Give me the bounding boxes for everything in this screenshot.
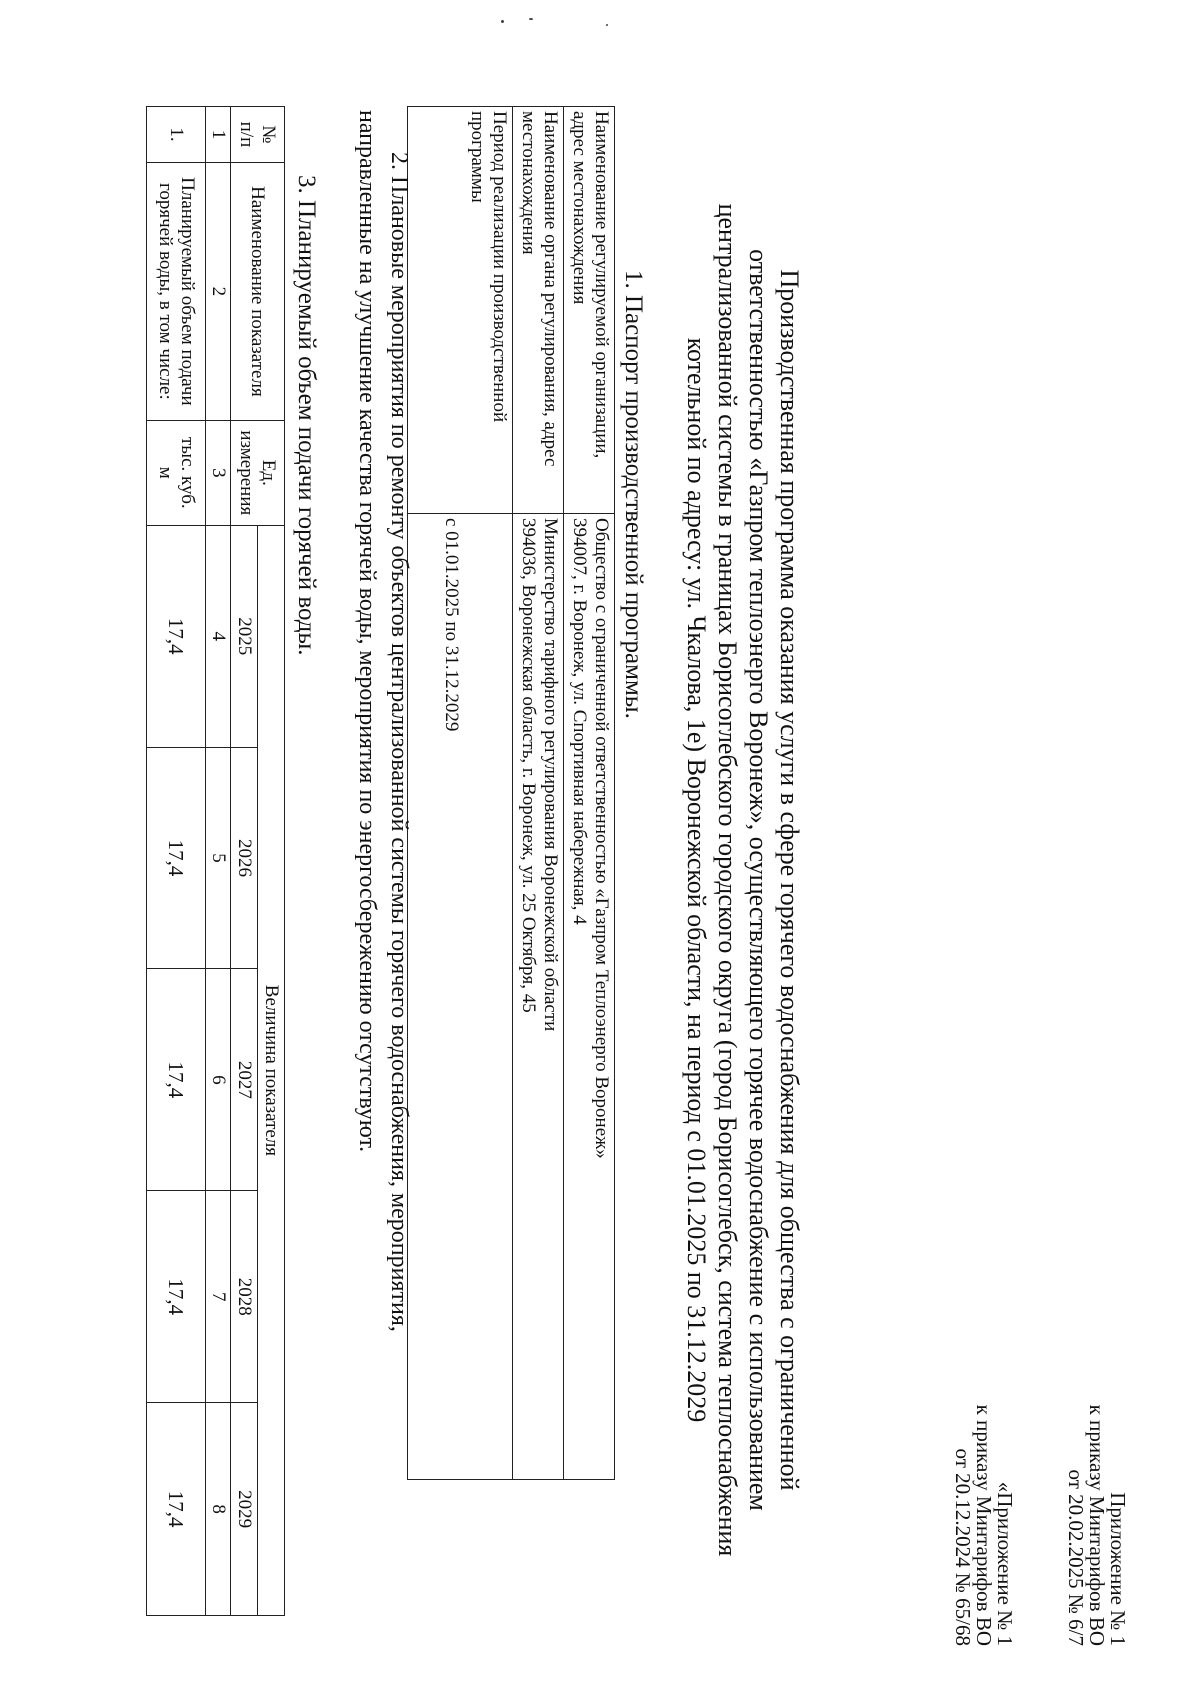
row-indicator: Планируемый объем подачи горячей воды, в том числе:: [147, 162, 206, 420]
passport-label: Период реализации производственной программы: [408, 107, 513, 514]
column-number: 8: [206, 1403, 231, 1616]
header-line: «Приложение № 1: [993, 1481, 1017, 1646]
header-cell-year: 2025: [231, 525, 258, 747]
table-row: [564, 107, 615, 1480]
title-line: ответственностью «Газпром теплоэнерго Воронеж», осуществляющего горячее водоснабжение с использованием: [744, 249, 773, 1511]
passport-value: с 01.01.2025 по 31.12.2029: [408, 514, 513, 1480]
column-number: 5: [206, 747, 231, 969]
volume-table: [146, 106, 285, 1616]
section2-text: [351, 110, 415, 1670]
value-cell: 17,4: [147, 525, 206, 747]
table-header-row: [258, 107, 285, 1616]
column-number: 6: [206, 969, 231, 1191]
passport-table: [407, 106, 615, 1480]
title-line: котельной по адресу: ул. Чкалова, 1е) Воронежской области, на период с 01.01.2025 по 31.12.2029: [682, 337, 711, 1423]
section1-heading: 1. Паспорт производственной программы.: [620, 270, 647, 719]
column-number: 1: [206, 107, 231, 163]
table-row: [513, 107, 564, 1480]
column-number-row: [206, 107, 231, 1616]
value-cell: 17,4: [147, 969, 206, 1191]
scan-speck: [529, 18, 533, 20]
header-cell-year: 2027: [231, 969, 258, 1191]
header-cell-year: 2029: [231, 1403, 258, 1616]
value-cell: 17,4: [147, 1403, 206, 1616]
document-title: [681, 130, 805, 1630]
value-cell: 17,4: [147, 1191, 206, 1403]
row-unit: тыс. куб. м: [147, 420, 206, 525]
passport-label: Наименование регулируемой организации, адрес местонахождения: [564, 107, 615, 514]
header-cell-value-group: Величина показателя: [258, 525, 285, 1615]
passport-value: Министерство тарифного регулирования Воронежской области 394036, Воронежская область, г. Воронеж, ул. 25 Октября, 45: [513, 514, 564, 1480]
passport-value: Общество с ограниченной ответственностью «Газпром Теплоэнерго Воронеж» 394007, г. Воронеж, ул. Спортивная набережная, 4: [564, 514, 615, 1480]
table-row: [408, 107, 513, 1480]
header-cell-number: № п/п: [231, 107, 285, 163]
header-cell-year: 2026: [231, 747, 258, 969]
header-line: от 20.02.2025 № 6/7: [1064, 1469, 1088, 1646]
section2-line: 2. Плановые мероприятия по ремонту объектов централизованной системы горячего водоснабжения, мероприятия,: [386, 152, 412, 1332]
header-line: Приложение № 1: [1106, 1492, 1130, 1646]
table-row: [147, 107, 206, 1616]
scan-speck: [501, 20, 504, 23]
column-number: 7: [206, 1191, 231, 1403]
title-line: Производственная программа оказания услуги в сфере горячего водоснабжения для общества с ограниченной: [775, 269, 804, 1491]
header-line: к приказу Минтарифов ВО: [1085, 1404, 1109, 1646]
column-number: 4: [206, 525, 231, 747]
column-number: 2: [206, 162, 231, 420]
section2-line: направленные на улучшение качества горячей воды, мероприятия по энергосбережению отсутствуют.: [354, 110, 380, 1153]
header-cell-unit: Ед. измерения: [231, 420, 285, 525]
section3-heading: 3. Планируемый объем подачи горячей воды.: [293, 175, 320, 656]
value-cell: 17,4: [147, 747, 206, 969]
previous-approval-header: [952, 1206, 1015, 1646]
passport-label: Наименование органа регулирования, адрес местонахождения: [513, 107, 564, 514]
approval-header: [1065, 1206, 1128, 1646]
column-number: 3: [206, 420, 231, 525]
scan-speck: [606, 24, 608, 26]
header-line: от 20.12.2024 № 65/68: [951, 1448, 975, 1646]
header-cell-indicator: Наименование показателя: [231, 162, 285, 420]
row-number: 1.: [147, 107, 206, 163]
header-cell-year: 2028: [231, 1191, 258, 1403]
header-line: к приказу Минтарифов ВО: [972, 1404, 996, 1646]
title-line: централизованной системы в границах Борисоглебского городского округа (город Борисоглебск, система теплоснабжения: [713, 203, 742, 1557]
